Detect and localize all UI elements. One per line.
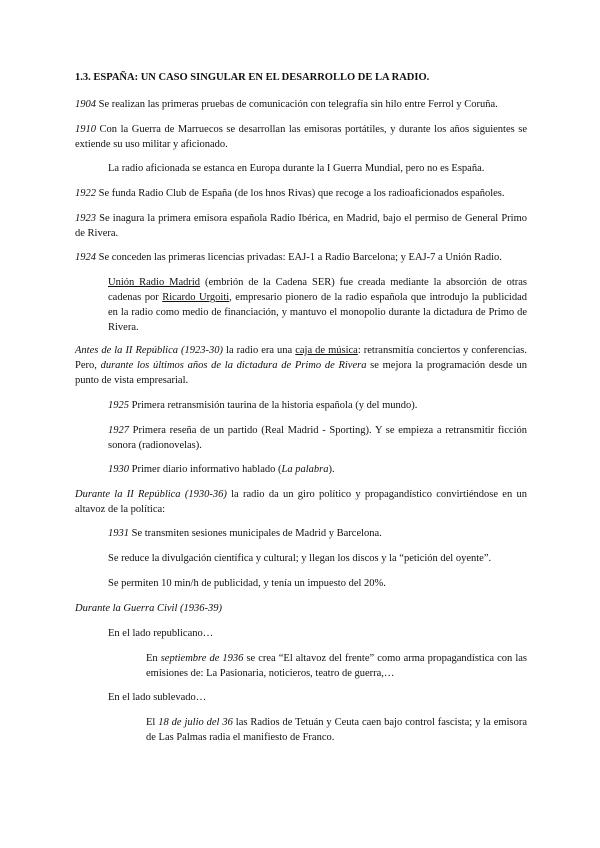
paragraph-18-julio <box>146 715 527 745</box>
paragraph-text: Primera reseña de un partido (Real Madrid - Sporting). Y se empieza a retransmitir ficción sonora (radionovelas). <box>108 425 527 451</box>
paragraph-text: Se transmiten sesiones municipales de Madrid y Barcelona. <box>129 528 382 539</box>
paragraph-text: la radio era una <box>223 345 296 356</box>
paragraph-text: Primer diario informativo hablado ( <box>129 464 282 475</box>
paragraph-text: la radio da un giro político y propagandístico convirtiéndose en un altavoz de la política: <box>75 489 528 515</box>
year-label: 1927 <box>108 425 129 436</box>
italic-phrase: septiembre de 1936 <box>160 653 244 664</box>
paragraph-publicidad: Se permiten 10 min/h de publicidad, y tenía un impuesto del 20%. <box>108 578 386 589</box>
paragraph-text: Se realizan las primeras pruebas de comunicación con telegrafía sin hilo entre Ferrol y Coruña. <box>96 99 498 110</box>
paragraph-1927 <box>108 423 527 453</box>
paragraph-1922 <box>75 186 527 201</box>
paragraph-text: las Radios de Tetuán y Ceuta caen bajo control fascista; y la emisora de Las Palmas radia el manifiesto de Franco. <box>146 717 527 743</box>
underlined-term: Ricardo Urgoiti <box>162 292 230 303</box>
year-label: 1931 <box>108 528 129 539</box>
year-label: 1930 <box>108 464 129 475</box>
paragraph-1930 <box>108 462 527 477</box>
paragraph-text: se mejora la programación desde un punto de vista empresarial. <box>75 360 527 386</box>
paragraph-union-radio <box>108 275 527 335</box>
paragraph-text: Se inagura la primera emisora española Radio Ibérica, en Madrid, bajo el permiso de General Primo de Rivera. <box>75 213 527 239</box>
paragraph-text: : retransmitía conciertos y conferencias. Pero, <box>75 345 527 371</box>
paragraph-text: El <box>146 717 159 728</box>
paragraph-text: se crea “El altavoz del frente” como arma propagandística con las emisiones de: La Pasionaria, noticieros, teatro de guerra,… <box>146 653 527 679</box>
paragraph-lado-republicano: En el lado republicano… <box>108 628 214 639</box>
italic-phrase: 18 de julio del 36 <box>158 717 233 728</box>
paragraph-text: Se conceden las primeras licencias privadas: EAJ-1 a Radio Barcelona; y EAJ-7 a Unión Radio. <box>96 252 502 263</box>
period-label: Durante la II República (1930-36) <box>75 489 227 500</box>
year-label: 1925 <box>108 400 129 411</box>
paragraph-1904 <box>75 97 527 112</box>
italic-phrase: durante los últimos años de la dictadura de Primo de Rivera <box>100 360 367 371</box>
paragraph-antes-ii-republica <box>75 343 527 388</box>
paragraph-1925 <box>108 398 527 413</box>
paragraph-text: Primera retransmisión taurina de la historia española (y del mundo). <box>129 400 418 411</box>
paragraph-1910 <box>75 122 527 152</box>
underlined-term: caja de música <box>295 345 358 356</box>
year-label: 1924 <box>75 252 96 263</box>
year-label: 1910 <box>75 124 96 135</box>
underlined-term: Unión Radio Madrid <box>108 277 201 288</box>
paragraph-guerra-civil: Durante la Guerra Civil (1936-39) <box>75 603 222 614</box>
paragraph-text: Con la Guerra de Marruecos se desarrollan las emisoras portátiles, y durante los años siguientes se extiende su uso militar y aficionado. <box>75 124 527 150</box>
paragraph-lado-sublevado: En el lado sublevado… <box>108 692 207 703</box>
paragraph-text: , empresario pionero de la radio española que introdujo la publicidad en la radio como medio de financiación, y mantuvo el monopolio durante la dictadura de Primo de Rivera. <box>108 292 528 333</box>
section-title: 1.3. ESPAÑA: UN CASO SINGULAR EN EL DESARROLLO DE LA RADIO. <box>75 72 430 83</box>
paragraph-1931 <box>108 526 527 541</box>
paragraph-septiembre-1936 <box>146 651 527 681</box>
year-label: 1922 <box>75 188 96 199</box>
paragraph-radio-aficionada: La radio aficionada se estanca en Europa durante la I Guerra Mundial, pero no es España. <box>108 163 485 174</box>
paragraph-text: En <box>146 653 161 664</box>
paragraph-durante-ii-republica <box>75 487 527 517</box>
paragraph-divulgacion: Se reduce la divulgación científica y cultural; y llegan los discos y la “petición del oyente”. <box>108 553 492 564</box>
paragraph-text: (embrión de la Cadena SER) fue creada mediante la absorción de otras cadenas por <box>108 277 527 303</box>
paragraph-text: Se funda Radio Club de España (de los hnos Rivas) que recoge a los radioaficionados españoles. <box>96 188 505 199</box>
year-label: 1904 <box>75 99 96 110</box>
year-label: 1923 <box>75 213 96 224</box>
paragraph-1924 <box>75 250 527 265</box>
italic-phrase: La palabra <box>281 464 329 475</box>
period-label: Antes de la II República (1923-30) <box>75 345 224 356</box>
paragraph-text: ). <box>328 464 335 475</box>
paragraph-1923 <box>75 211 527 241</box>
